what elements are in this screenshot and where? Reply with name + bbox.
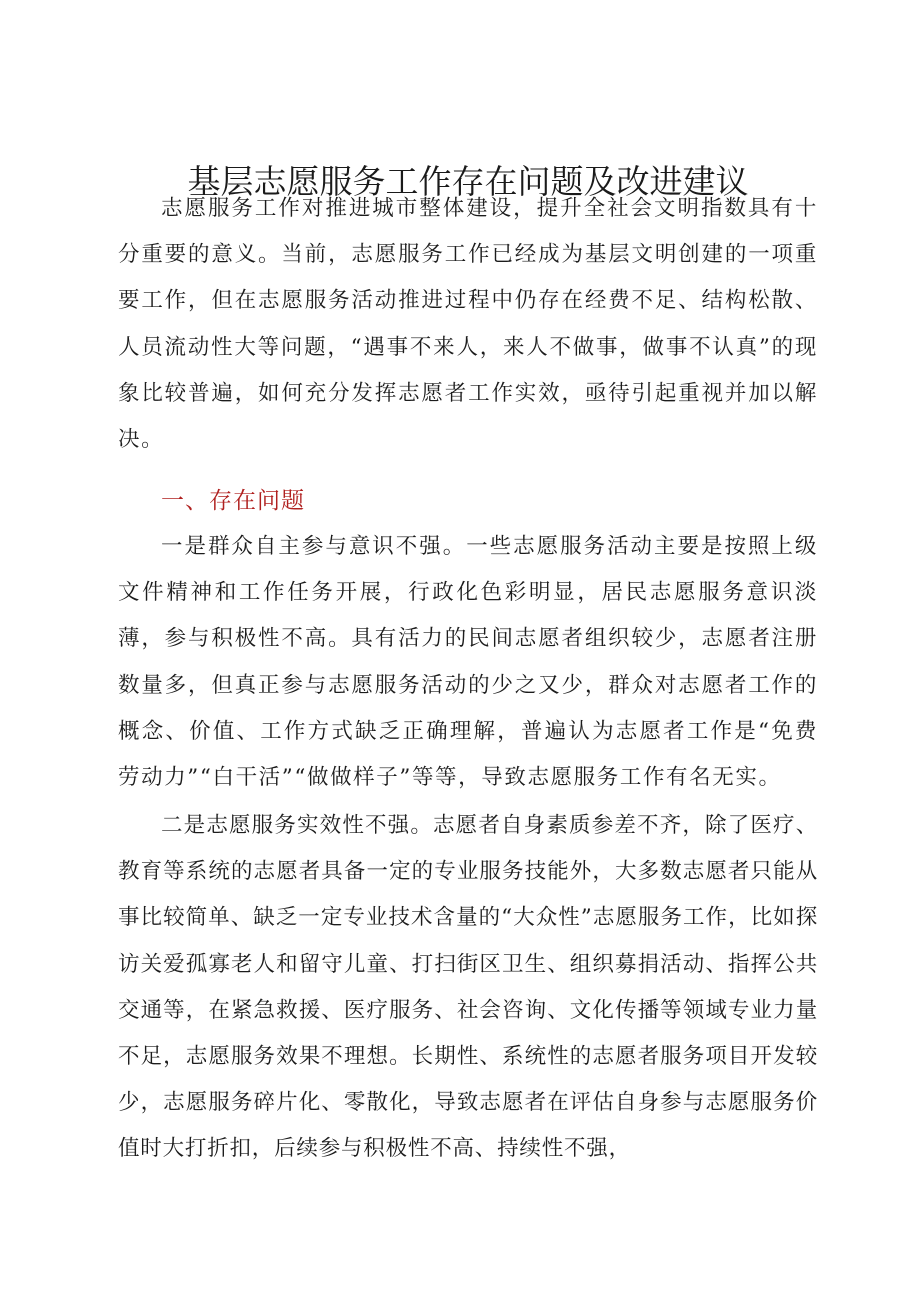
document-title: 基层志愿服务工作存在问题及改进建议 [187,162,749,201]
section-heading: 一、存在问题 [161,488,305,514]
intro-paragraph: 志愿服务工作对推进城市整体建设，提升全社会文明指数具有十分重要的意义。当前，志愿服务工作已经成为基层文明创建的一项重要工作，但在志愿服务活动推进过程中仍存在经费不足、结构松散、人员流动性大等问题，“遇事不来人，来人不做事，做事不认真”的现象比较普遍，如何充分发挥志愿者工作实效，亟待引起重视并加以解决。 [118,196,818,453]
paragraph-two: 二是志愿服务实效性不强。志愿者自身素质参差不齐，除了医疗、教育等系统的志愿者具备一定的专业服务技能外，大多数志愿者只能从事比较简单、缺乏一定专业技术含量的“大众性”志愿服务工作，比如探访关爱孤寡老人和留守儿童、打扫街区卫生、组织募捐活动、指挥公共交通等，在紧急救援、医疗服务、社会咨询、文化传播等领域专业力量不足，志愿服务效果不理想。长期性、系统性的志愿者服务项目开发较少，志愿服务碎片化、零散化，导致志愿者在评估自身参与志愿服务价值时大打折扣，后续参与积极性不高、持续性不强， [118,813,818,1162]
paragraph-one: 一是群众自主参与意识不强。一些志愿服务活动主要是按照上级文件精神和工作任务开展，行政化色彩明显，居民志愿服务意识淡薄，参与积极性不高。具有活力的民间志愿者组织较少，志愿者注册数量多，但真正参与志愿服务活动的少之又少，群众对志愿者工作的概念、价值、工作方式缺乏正确理解，普遍认为志愿者工作是“免费劳动力”“白干活”“做做样子”等等，导致志愿服务工作有名无实。 [118,534,818,791]
